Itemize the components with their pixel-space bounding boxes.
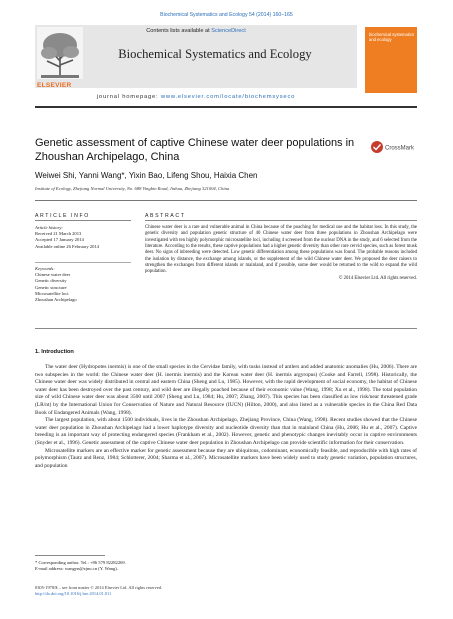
affiliation: Institute of Ecology, Zhejiang Normal University, No. 688 Yingbin Road, Jinhua, Zhejiang 321004, China — [35, 186, 230, 191]
footnote-rule — [35, 555, 105, 556]
running-head: Biochemical Systematics and Ecology 54 (2014) 160–165 — [160, 12, 293, 18]
article-history — [35, 225, 135, 250]
abstract-body — [145, 225, 417, 282]
article-title: Genetic assessment of captive Chinese water deer populations in Zhoushan Archipelago, China — [35, 137, 355, 163]
journal-title: Biochemical Systematics and Ecology — [118, 47, 312, 61]
keyword-item: Chinese water deer — [35, 272, 71, 278]
abstract-text: Chinese water deer is a rare and vulnerable animal in China because of the poaching for medical use and the habitat loss. In this study, the genetic diversity and population genetic structure of 40 Chinese water deer from three populations in Zhoushan Archipelago were investigated with ten highly polymorphic microsatellite loci, including 4 screened from the nuclear DNA in the study, and 6 selected from the literature. According to the results, these captive populations had a higher genetic diversity than other rare cervid species, such as forest musk deer. No signs of inbreeding were detected. Low genetic differentiation among these populations was found. The probable reasons included the isolation by distance, the exchange among islands, or the supplement of the wild Chinese water deer. We proposed the deer raisers to strengthen the exchanges from different islands or mainland, and if possible, some deer would be returned to the wild to expand the wild population. — [145, 225, 417, 275]
abstract-heading: ABSTRACT — [145, 213, 186, 219]
contents-line — [35, 28, 357, 34]
corresponding-author-note: * Corresponding author. Tel.: +86 579 82282269. — [35, 560, 126, 565]
elsevier-wordmark: ELSEVIER — [37, 82, 72, 89]
history-label: Article history: — [35, 225, 63, 230]
section-heading-introduction: 1. Introduction — [35, 349, 74, 355]
affiliation-rule — [35, 200, 417, 201]
keyword-item: Genetic structure — [35, 284, 67, 290]
paragraph: Microsatellite markers are an effective marker for genetic assessment because they are ubiquitous, codominant, economically feasible, and reproducible with high rates of polymorphism (Tautz and Renz, 1984; Schlotterer, 2004; Sharma et al., 2007). Microsatellite markers have been widely used to study genetic variation, population structures, and population — [35, 447, 417, 469]
email-note: E-mail address: wangyn@zjnu.cn (Y. Wang). — [35, 566, 118, 572]
history-online: Available online 26 February 2014 — [35, 243, 99, 249]
keywords-label: Keywords: — [35, 266, 55, 271]
copyright-notice: © 2014 Elsevier Ltd. All rights reserved. — [338, 275, 417, 281]
history-accepted: Accepted 17 January 2014 — [35, 237, 84, 243]
article-info-heading: ARTICLE INFO — [35, 213, 90, 219]
cover-text: biochemical systematics and ecology — [369, 32, 415, 42]
doi-link[interactable]: http://dx.doi.org/10.1016/j.bse.2014.01.011 — [35, 591, 112, 596]
abstract-rule — [145, 220, 417, 221]
paragraph: The largest population, with about 1500 individuals, lives in the Zhoushan Archipelago, Zhejiang Province, China (Wang, 1998). Recent studies showed that the Chinese water deer population in Zhoushan Archipelago had a lower haplotype diversity and nucleotide diversity than that in mainland China (Hu, 2006; Hu et al., 2007). Captive breeding is an important way of protecting endangered species (Frankham et al., 2002). However, genetic and phenotypic changes inevitably occur in captive environments (Snyder et al., 1996). Genetic assessment of the captive Chinese water deer population in Zhoushan Archipelago can provide scientific information for their conservation. — [35, 417, 417, 446]
journal-cover-thumbnail — [365, 27, 417, 93]
keyword-item: Genetic diversity — [35, 278, 67, 284]
elsevier-tree-logo — [37, 27, 83, 89]
keywords-rule — [35, 262, 131, 263]
keywords-block — [35, 266, 135, 303]
sciencedirect-link[interactable]: ScienceDirect — [211, 28, 246, 34]
crossmark-label: CrossMark — [385, 145, 415, 152]
history-received: Received 21 March 2013 — [35, 231, 82, 237]
abstract-end-rule — [35, 328, 417, 329]
paragraph: The water deer (Hydropotes inermis) is one of the small species in the Cervidae family, with tusks instead of antlers and added anatomic anomalies (Hu, 2006). There are two subspecies in the world: the Chinese water deer (H. inermis inermis) and the Korean water deer (H. inermis argyropus) (Cooke and Farrell, 1998). Historically, the Chinese water deer was widely distributed in central and eastern China (Sheng and Lu, 1985). However, with the rapid development of social economy, the habitat of Chinese water deer has been destroyed over the past century, and wild deer are illegally poached because of their economic value (Wang, 1998; Xu et al., 1998). The total population size of wild Chinese water deer was about 3500 until 2007 (Sheng and Lu, 1984; Hu, 2007; Zhang, 2007). This species has been classified as low risk/near threatened grade (LR/nt) by the International Union for Conservation of Nature and Natural Resource (IUCN) (Hilton, 2000), and also listed as a vulnerable species in the China Red Data Book of Endangered Animals (Wang, 1998). — [35, 364, 417, 416]
page-footer — [35, 585, 162, 597]
homepage-prefix: journal homepage: — [96, 94, 161, 100]
article-info-rule — [35, 220, 131, 221]
journal-homepage — [35, 94, 357, 100]
front-matter-line: 0305-1978/$ – see front matter © 2014 Elsevier Ltd. All rights reserved. — [35, 585, 163, 590]
keyword-item: Microsatellite loci — [35, 290, 69, 296]
header-rule — [35, 106, 417, 108]
crossmark-icon[interactable] — [370, 140, 420, 154]
contents-prefix: Contents lists available at — [146, 28, 212, 34]
homepage-url[interactable]: www.elsevier.com/locate/biochemsyseco — [160, 94, 296, 100]
author-list: Weiwei Shi, Yanni Wang*, Yixin Bao, Lifeng Shou, Haixia Chen — [35, 171, 258, 180]
footnotes — [35, 560, 126, 572]
keyword-item: Zhoushan Archipelago — [35, 297, 77, 303]
introduction-body — [35, 364, 417, 470]
